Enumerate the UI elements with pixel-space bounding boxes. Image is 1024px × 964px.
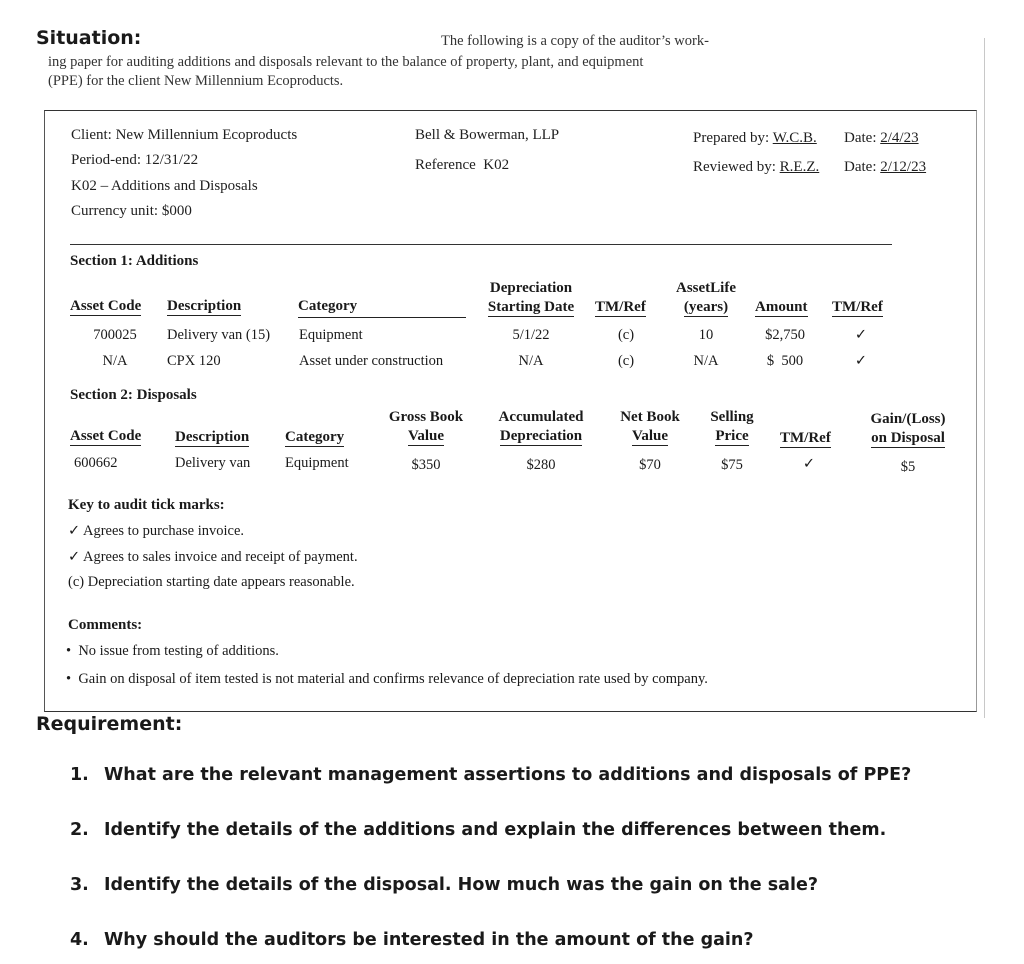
dcol-gbv: [380, 408, 472, 446]
add-row2-tick: ✓: [854, 353, 868, 369]
situation-text-line1: The following is a copy of the auditor’s work-: [441, 33, 709, 49]
key-title: Key to audit tick marks:: [68, 497, 225, 513]
requirement-item-4: 4. Why should the auditors be interested in the amount of the gain?: [70, 930, 754, 950]
add-row2-dep-start: N/A: [518, 353, 544, 369]
requirement-heading: Requirement:: [36, 713, 183, 735]
client-name: Client: New Millennium Ecoproducts: [71, 127, 298, 143]
disp-row1-category: Equipment: [285, 455, 349, 471]
key-item-depreciation: (c) Depreciation starting date appears reasonable.: [68, 574, 355, 590]
add-row1-asset-code: 700025: [93, 327, 137, 343]
col-dep-start-line1: Depreciation: [489, 280, 573, 296]
dcol-nbv-line2: Value: [631, 428, 669, 444]
audit-firm: Bell & Bowerman, LLP: [415, 127, 560, 143]
situation-text-line2: ing paper for auditing additions and disposals relevant to the balance of property, plant, and equipment: [48, 54, 644, 70]
situation-text-line3: (PPE) for the client New Millennium Ecoproducts.: [48, 73, 344, 89]
add-row2-amount: $ 500: [766, 353, 804, 369]
add-row2-asset-code: N/A: [102, 353, 128, 369]
dcol-gbv-line2: Value: [407, 428, 445, 444]
dcol-acc-dep-line1: Accumulated: [498, 409, 584, 425]
dcol-gain: [858, 410, 958, 448]
reference-label: Reference: [415, 157, 476, 173]
key-item-sales: ✓ Agrees to sales invoice and receipt of payment.: [68, 549, 358, 565]
header-divider: [70, 244, 892, 245]
check-icon: ✓: [68, 523, 81, 539]
comments-title: Comments:: [68, 617, 143, 633]
col-asset-code: Asset Code: [70, 298, 142, 314]
add-row1-category: Equipment: [299, 327, 363, 343]
dcol-nbv-line1: Net Book: [620, 409, 680, 425]
reviewed-by-label: Reviewed by:: [693, 159, 776, 175]
add-row1-tmref1: (c): [617, 327, 635, 343]
prepared-date-label: Date:: [844, 130, 877, 146]
check-double-icon: ✓: [68, 549, 81, 565]
requirement-item-1: 1. What are the relevant management assertions to additions and disposals of PPE?: [70, 765, 912, 785]
reviewed-date-label: Date:: [844, 159, 877, 175]
col-dep-start: [478, 279, 584, 317]
add-row2-description: CPX 120: [167, 353, 221, 369]
disp-row1-selling-price: $75: [721, 457, 743, 473]
reviewed-by-initials: R.E.Z.: [779, 159, 820, 175]
dcol-category: Category: [285, 429, 345, 445]
disp-row1-acc: $280: [526, 457, 556, 473]
add-row2-category: Asset under construction: [299, 353, 444, 369]
col-tmref1: TM/Ref: [595, 299, 646, 315]
col-tmref2: TM/Ref: [832, 299, 883, 315]
add-row2-tmref1: (c): [617, 353, 635, 369]
comment-item-1: • No issue from testing of additions.: [66, 643, 279, 659]
currency-unit: Currency unit: $000: [71, 203, 192, 219]
dcol-acc-dep-line2: Depreciation: [499, 428, 583, 444]
reviewed-date: [844, 159, 926, 176]
dcol-asset-code: Asset Code: [70, 428, 142, 444]
requirement-item-3: 3. Identify the details of the disposal. How much was the gain on the sale?: [70, 875, 818, 895]
add-row1-life: 10: [698, 327, 714, 343]
col-asset-life-line2: (years): [683, 299, 729, 315]
disp-row1-asset-code: 600662: [74, 455, 118, 471]
prepared-date: [844, 130, 919, 147]
section-disposals-title: Section 2: Disposals: [70, 387, 197, 403]
key-item-purchase: ✓ Agrees to purchase invoice.: [68, 523, 245, 539]
dcol-selling-price: [700, 408, 764, 446]
situation-heading: Situation:: [36, 27, 142, 49]
col-category: Category: [298, 297, 466, 318]
add-row2-life: N/A: [693, 353, 719, 369]
page-edge-line: [984, 38, 985, 718]
disp-row1-nbv: $70: [639, 457, 661, 473]
disp-row1-description: Delivery van: [175, 455, 251, 471]
reference: [415, 157, 509, 174]
dcol-gain-line1: Gain/(Loss): [870, 411, 946, 427]
prepared-by-label: Prepared by:: [693, 130, 770, 146]
prepared-by: [693, 130, 817, 147]
dcol-description: Description: [175, 429, 250, 445]
col-asset-life-line1: AssetLife: [676, 280, 736, 296]
prepared-by-initials: W.C.B.: [772, 130, 817, 146]
requirement-item-2: 2. Identify the details of the additions and explain the differences between them.: [70, 820, 887, 840]
prepared-date-value: 2/4/23: [880, 130, 919, 146]
dcol-gbv-line1: Gross Book: [388, 409, 464, 425]
workpaper-title: K02 – Additions and Disposals: [71, 178, 258, 194]
dcol-sp-line1: Selling: [710, 409, 754, 425]
dcol-acc-dep: [488, 408, 594, 446]
bullet-icon: •: [66, 671, 72, 687]
col-amount: Amount: [755, 299, 808, 315]
bullet-icon: •: [66, 643, 72, 659]
col-description: Description: [167, 298, 242, 314]
col-dep-start-line2: Starting Date: [487, 299, 575, 315]
dcol-tmref: TM/Ref: [780, 430, 831, 446]
add-row1-description: Delivery van (15): [167, 327, 271, 343]
disp-row1-tick: ✓: [802, 456, 816, 472]
comment-item-2: • Gain on disposal of item tested is not material and confirms relevance of depreciation rate used by company.: [66, 671, 708, 687]
dcol-gain-line2: on Disposal: [871, 430, 945, 446]
period-end: Period-end: 12/31/22: [71, 152, 199, 168]
col-asset-life: [674, 279, 738, 317]
section-additions-title: Section 1: Additions: [70, 253, 199, 269]
reviewed-by: [693, 159, 819, 176]
dcol-sp-line2: Price: [715, 428, 749, 444]
reference-value: K02: [483, 157, 510, 173]
disp-row1-gbv: $350: [411, 457, 441, 473]
disp-row1-gain: $5: [900, 459, 916, 475]
dcol-nbv: [611, 408, 689, 446]
reviewed-date-value: 2/12/23: [880, 159, 927, 175]
add-row1-tick: ✓: [854, 327, 868, 343]
add-row1-dep-start: 5/1/22: [512, 327, 550, 343]
add-row1-amount: $2,750: [765, 327, 805, 343]
